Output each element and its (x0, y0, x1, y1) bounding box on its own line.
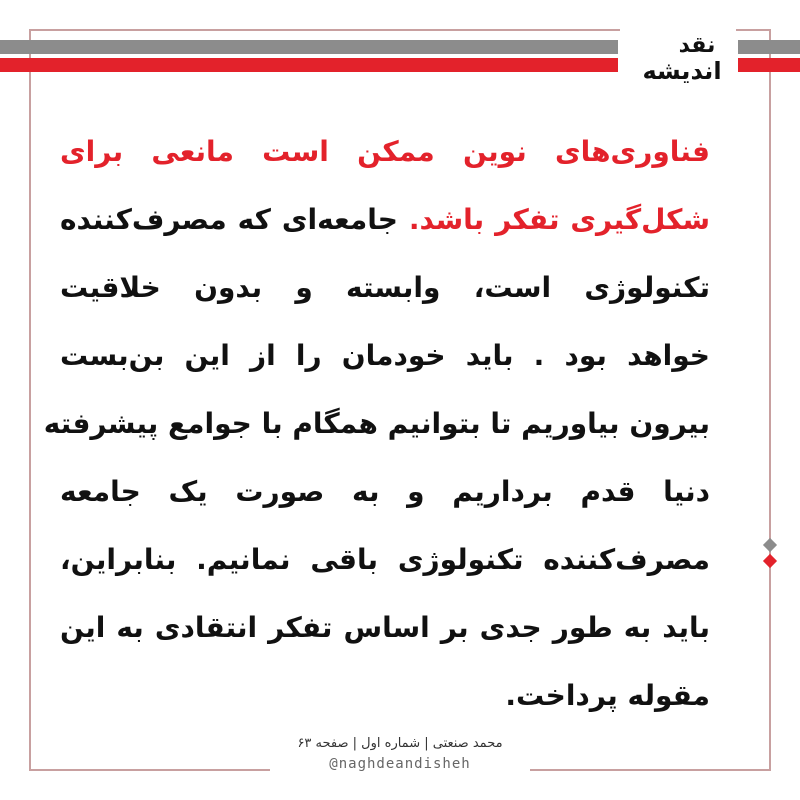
quote-line (60, 458, 710, 526)
header-gray-band-right (738, 40, 800, 54)
header-gray-band (0, 40, 618, 54)
header-red-band (0, 58, 618, 72)
quote-line (60, 118, 710, 186)
quote-line (43, 390, 710, 458)
quote-line (60, 526, 710, 594)
quote-highlight: فناوری‌های نوین ممکن است مانعی برای (60, 135, 710, 168)
quote-line-text: مقوله پرداخت. (505, 679, 710, 712)
footer (270, 734, 530, 774)
brand-logo (628, 30, 736, 88)
quote-line-text: دنیا قدم برداریم و به صورت یک جامعه (60, 475, 710, 508)
quote-line (60, 322, 710, 390)
source-credit: محمد صنعتی | شماره اول | صفحه ۶۳ (297, 736, 503, 751)
quote-line-text: باید به طور جدی بر اساس تفکر انتقادی به این (60, 611, 710, 644)
logo-line-1: نقد (678, 33, 716, 58)
quote-line-text: تکنولوژی است، وابسته و بدون خلاقیت (60, 271, 710, 304)
quote-line-text: خواهد بود . باید خودمان را از این بن‌بست (60, 339, 710, 372)
quote-line-text: جامعه‌ای که مصرف‌کننده (60, 203, 409, 236)
quote-text (43, 118, 710, 730)
logo-line-2: اندیشه (642, 57, 722, 85)
social-handle: @naghdeandisheh (329, 756, 471, 772)
quote-line-text: بیرون بیاوریم تا بتوانیم همگام با جوامع پیشرفته (43, 407, 710, 440)
quote-line-text: مصرف‌کننده تکنولوژی باقی نمانیم. بنابراین، (60, 543, 710, 576)
quote-line (60, 254, 710, 322)
quote-line (60, 594, 710, 662)
header-red-band-right (738, 58, 800, 72)
quote-line (60, 662, 710, 730)
quote-line (60, 186, 710, 254)
quote-highlight: شکل‌گیری تفکر باشد. (408, 203, 710, 236)
